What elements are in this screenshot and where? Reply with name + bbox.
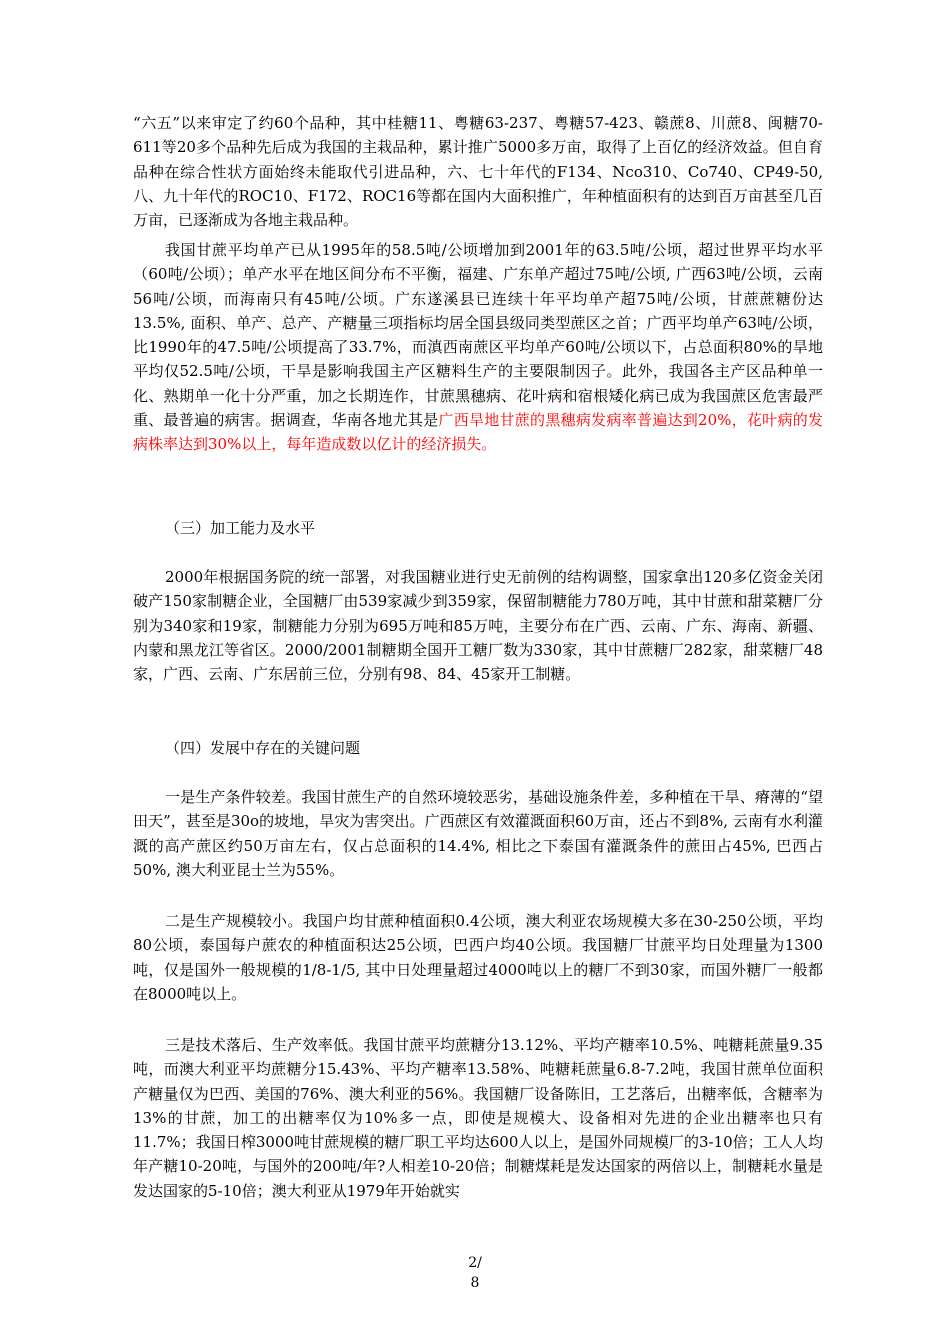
paragraph-text: 二是生产规模较小。我国户均甘蔗种植面积0.4公顷，澳大利亚农场规模大多在30-250公顷，平均80公顷，泰国每户蔗农的种植面积达25公顷，巴西户均40公顷。我国糖厂甘蔗平均日处理量为1300吨，仅是国外一般规模的1/8-1/5, 其中日处理量超过4000吨以上的糖厂不到30家，而国外糖厂一般都在8000吨以上。 — [133, 912, 823, 1003]
paragraph-issue-two — [133, 909, 823, 1006]
paragraph-text: “六五”以来审定了约60个品种，其中桂糖11、粤糖63-237、粤糖57-423、赣蔗8、川蔗8、闽糖70-611等20多个品种先后成为我国的主栽品种，累计推广5000多万亩，取得了上百亿的经济效益。但自育品种在综合性状方面始终未能取代引进品种，六、七十年代的F134、Nco310、Co740、CP49-50, 八、九十年代的ROC10、F172、ROC16等都在国内大面积推广，年种植面积有的达到百万亩甚至几百万亩，已逐渐成为各地主栽品种。 — [133, 114, 823, 230]
page-number-current: 2/ — [468, 1255, 482, 1271]
section-heading-processing: （三）加工能力及水平 — [165, 519, 316, 537]
highlighted-text: 广西旱地甘蔗的黑穗病发病率普遍达到20%，花叶病的发病株率达到30%以上，每年造成数以亿计的经济损失。 — [133, 411, 823, 454]
paragraph-processing — [133, 565, 823, 686]
paragraph-issue-one — [133, 785, 823, 882]
paragraph-text: 我国甘蔗平均单产已从1995年的58.5吨/公顷增加到2001年的63.5吨/公顷，超过世界平均水平（60吨/公顷）；单产水平在地区间分布不平衡，福建、广东单产超过75吨/公顷, 广西63吨/公顷，云南56吨/公顷，而海南只有45吨/公顷。广东遂溪县已连续十年平均单产超75吨/公顷，甘蔗蔗糖份达13.5%, 面积、单产、总产、产糖量三项指标均居全国县级同类型蔗区之首；广西平均单产63吨/公顷，比1990年的47.5吨/公顷提高了33.7%，而滇西南蔗区平均单产60吨/公顷以下，占总面积80%的旱地平均仅52.5吨/公顷，干旱是影响我国主产区糖料生产的主要限制因子。此外，我国各主产区品种单一化、熟期单一化十分严重，加之长期连作，甘蔗黑穗病、花叶病和宿根矮化病已成为我国蔗区危害最严重、最普遍的病害。据调查，华南各地尤其是 — [133, 241, 823, 430]
paragraph-text: 一是生产条件较差。我国甘蔗生产的自然环境较恶劣，基础设施条件差，多种植在干旱、瘠薄的“望田天”，甚至是30o的坡地，旱灾为害突出。广西蔗区有效灌溉面积60万亩，还占不到8%, 云南有水利灌溉的高产蔗区约50万亩左右，仅占总面积的14.4%, 相比之下泰国有灌溉条件的蔗田占45%, 巴西占50%, 澳大利亚昆士兰为55%。 — [133, 788, 823, 879]
page-number — [0, 1253, 950, 1293]
section-heading-key-issues: （四）发展中存在的关键问题 — [165, 739, 361, 757]
paragraph-yield — [133, 238, 823, 457]
paragraph-text: 2000年根据国务院的统一部署，对我国糖业进行史无前例的结构调整，国家拿出120多亿资金关闭破产150家制糖企业，全国糖厂由539家减少到359家，保留制糖能力780万吨，其中甘蔗和甜菜糖厂分别为340家和19家，制糖能力分别为695万吨和85万吨，主要分布在广西、云南、广东、海南、新疆、内蒙和黑龙江等省区。2000/2001制糖期全国开工糖厂数为330家，其中甘蔗糖厂282家，甜菜糖厂48家，广西、云南、广东居前三位，分别有98、84、45家开工制糖。 — [133, 568, 823, 684]
page-number-total: 8 — [470, 1275, 480, 1291]
paragraph-varieties — [133, 111, 823, 232]
paragraph-text: 三是技术落后、生产效率低。我国甘蔗平均蔗糖分13.12%、平均产糖率10.5%、吨糖耗蔗量9.35吨，而澳大利亚平均蔗糖分15.43%、平均产糖率13.58%、吨糖耗蔗量6.8-7.2吨，我国甘蔗单位面积产糖量仅为巴西、美国的76%、澳大利亚的56%。我国糖厂设备陈旧，工艺落后，出糖率低，含糖率为13%的甘蔗，加工的出糖率仅为10%多一点，即使是规模大、设备相对先进的企业出糖率也只有11.7%；我国日榨3000吨甘蔗规模的糖厂职工平均达600人以上，是国外同规模厂的3-10倍；工人人均年产糖10-20吨，与国外的200吨/年?人相差10-20倍；制糖煤耗是发达国家的两倍以上，制糖耗水量是发达国家的5-10倍；澳大利亚从1979年开始就实 — [133, 1036, 823, 1200]
paragraph-issue-three — [133, 1033, 823, 1203]
